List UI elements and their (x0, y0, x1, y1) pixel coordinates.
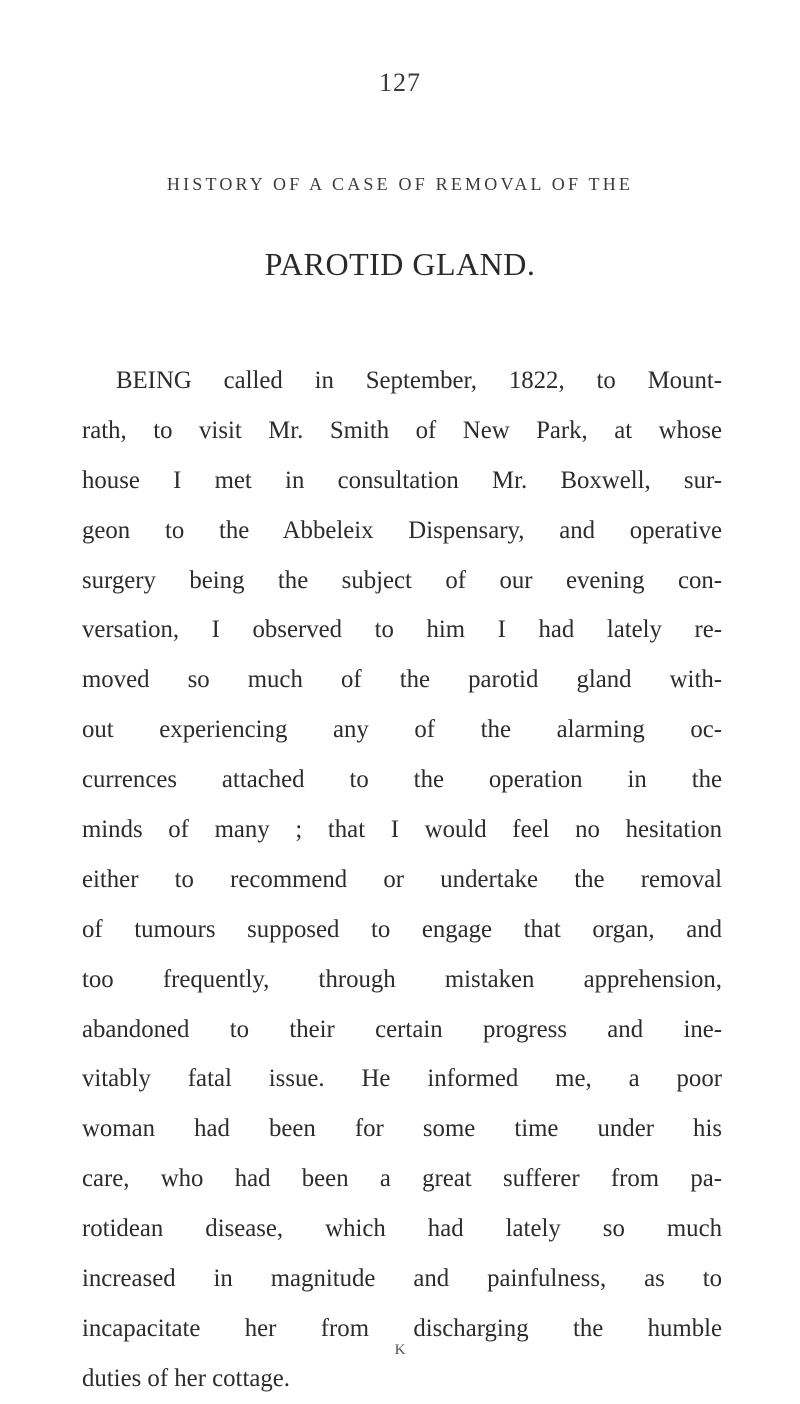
chapter-title: PAROTID GLAND. (264, 246, 536, 282)
body-line: rath, to visit Mr. Smith of New Park, at whose (82, 416, 722, 444)
body-line: house I met in consultation Mr. Boxwell, sur- (82, 466, 722, 494)
body-line: care, who had been a great sufferer from pa- (82, 1165, 722, 1193)
body-line: BEING called in September, 1822, to Mount- (116, 367, 722, 394)
body-line: minds of many ; that I would feel no hesitation (82, 816, 722, 844)
body-line: out experiencing any of the alarming oc- (82, 716, 722, 744)
body-line: either to recommend or undertake the removal (82, 865, 722, 893)
body-line: duties of her cottage. (82, 1364, 290, 1392)
page-number: 127 (379, 68, 421, 97)
signature-mark: K (394, 1342, 406, 1358)
body-line: woman had been for some time under his (82, 1115, 722, 1143)
body-line: of tumours supposed to engage that organ, and (82, 915, 722, 943)
body-line: currences attached to the operation in the (82, 766, 722, 794)
body-line: incapacitate her from discharging the humble (82, 1314, 722, 1342)
body-line: versation, I observed to him I had lately re- (82, 616, 722, 644)
body-line: rotidean disease, which had lately so much (82, 1215, 722, 1243)
body-line: moved so much of the parotid gland with- (82, 666, 722, 694)
chapter-heading: HISTORY OF A CASE OF REMOVAL OF THE (166, 174, 634, 194)
body-line: increased in magnitude and painfulness, as to (82, 1265, 722, 1293)
body-line: too frequently, through mistaken apprehension, (82, 965, 722, 993)
body-line: geon to the Abbeleix Dispensary, and operative (82, 516, 722, 544)
body-line: surgery being the subject of our evening con- (82, 566, 722, 594)
body-line: abandoned to their certain progress and ine- (82, 1015, 722, 1043)
body-line: vitably fatal issue. He informed me, a poor (82, 1065, 722, 1093)
body-paragraph (82, 356, 722, 1404)
